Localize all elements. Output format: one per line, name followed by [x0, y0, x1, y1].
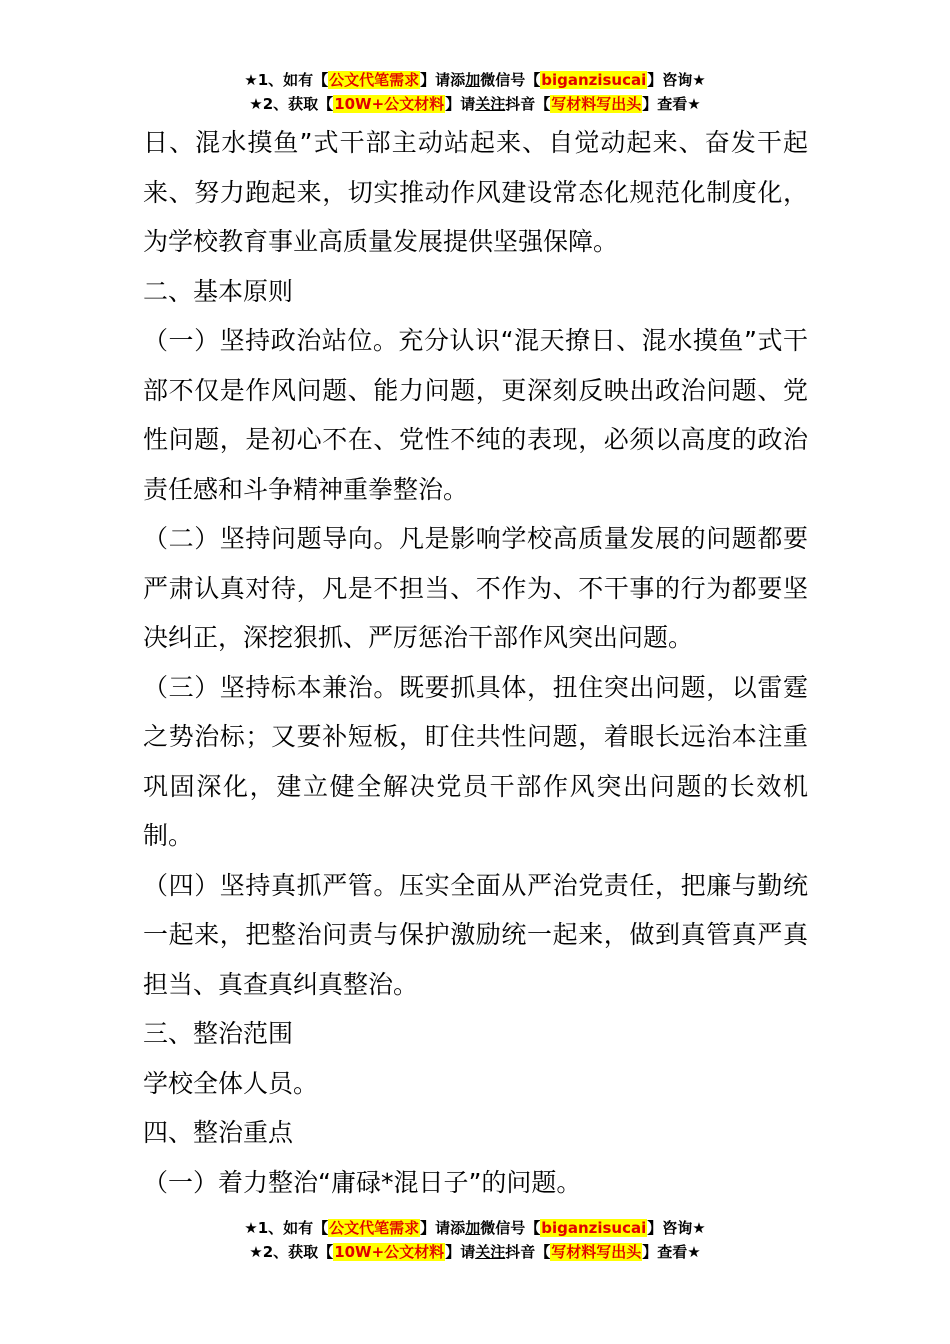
heading-scope: 三、整治范围 — [143, 1019, 294, 1048]
promo-underline-add: 加 — [465, 1219, 481, 1237]
promo-line-2-suffix: 】查看★ — [642, 95, 701, 113]
promo-banner-top — [0, 68, 950, 116]
promo-line-1-suffix: 】咨询★ — [647, 1219, 706, 1237]
promo-line-2 — [0, 92, 950, 116]
promo-highlight-wechat-id: biganzisucai — [541, 71, 647, 89]
promo-line-1 — [0, 68, 950, 92]
promo-underline-follow: 关注 — [475, 95, 506, 113]
promo-highlight-account: 写材料写出头 — [551, 95, 642, 113]
promo-line-1-prefix: ★1、如有【 — [244, 1219, 329, 1237]
paragraph-principle-3: （三）坚持标本兼治。既要抓具体，扭住突出问题，以雷霆之势治标；又要补短板，盯住共性问题，着眼长远治本注重巩固深化，建立健全解决党员干部作风突出问题的长效机制。 — [143, 672, 808, 850]
paragraph-key-point-1: （一）着力整治“庸碌*混日子”的问题。 — [143, 1167, 582, 1197]
promo-highlight-wechat-id: biganzisucai — [541, 1219, 647, 1237]
promo-underline-follow: 关注 — [475, 1243, 506, 1261]
promo-line-1-text: 】请添 — [420, 1219, 466, 1237]
paragraph-scope: 学校全体人员。 — [143, 1068, 319, 1098]
promo-line-2-text: 】请 — [445, 95, 476, 113]
promo-line-1-suffix: 】咨询★ — [647, 71, 706, 89]
promo-line-2-suffix: 】查看★ — [642, 1243, 701, 1261]
promo-line-2-text-2: 抖音【 — [505, 95, 551, 113]
promo-line-2-prefix: ★2、获取【 — [249, 1243, 334, 1261]
promo-highlight-materials: 10W+公文材料 — [334, 1243, 445, 1261]
promo-line-2-text: 】请 — [445, 1243, 476, 1261]
document-body — [143, 118, 808, 1207]
promo-line-2 — [0, 1240, 950, 1264]
promo-highlight-service: 公文代笔需求 — [329, 1219, 420, 1237]
promo-line-2-prefix: ★2、获取【 — [249, 95, 334, 113]
paragraph-principle-1: （一）坚持政治站位。充分认识“混天撩日、混水摸鱼”式干部不仅是作风问题、能力问题，更深刻反映出政治问题、党性问题，是初心不在、党性不纯的表现，必须以高度的政治责任感和斗争精神重拳整治。 — [143, 326, 808, 504]
paragraph-principle-2: （二）坚持问题导向。凡是影响学校高质量发展的问题都要严肃认真对待，凡是不担当、不作为、不干事的行为都要坚决纠正，深挖狠抓、严厉惩治干部作风突出问题。 — [143, 524, 808, 652]
promo-line-1-text-2: 微信号【 — [480, 1219, 541, 1237]
promo-line-1-text: 】请添 — [420, 71, 466, 89]
heading-key-points: 四、整治重点 — [143, 1118, 294, 1147]
promo-line-1-prefix: ★1、如有【 — [244, 71, 329, 89]
promo-highlight-service: 公文代笔需求 — [329, 71, 420, 89]
paragraph-principle-4: （四）坚持真抓严管。压实全面从严治党责任，把廉与勤统一起来，把整治问责与保护激励统一起来，做到真管真严真担当、真查真纠真整治。 — [143, 870, 808, 999]
promo-line-1 — [0, 1216, 950, 1240]
heading-basic-principles: 二、基本原则 — [143, 276, 294, 306]
promo-line-1-text-2: 微信号【 — [480, 71, 541, 89]
promo-highlight-materials: 10W+公文材料 — [334, 95, 445, 113]
promo-line-2-text-2: 抖音【 — [505, 1243, 551, 1261]
promo-underline-add: 加 — [465, 71, 481, 89]
promo-banner-bottom — [0, 1216, 950, 1264]
paragraph-intro-continuation: 日、混水摸鱼”式干部主动站起来、自觉动起来、奋发干起来、努力跑起来，切实推动作风建设常态化规范化制度化，为学校教育事业高质量发展提供坚强保障。 — [143, 128, 808, 256]
promo-highlight-account: 写材料写出头 — [551, 1243, 642, 1261]
